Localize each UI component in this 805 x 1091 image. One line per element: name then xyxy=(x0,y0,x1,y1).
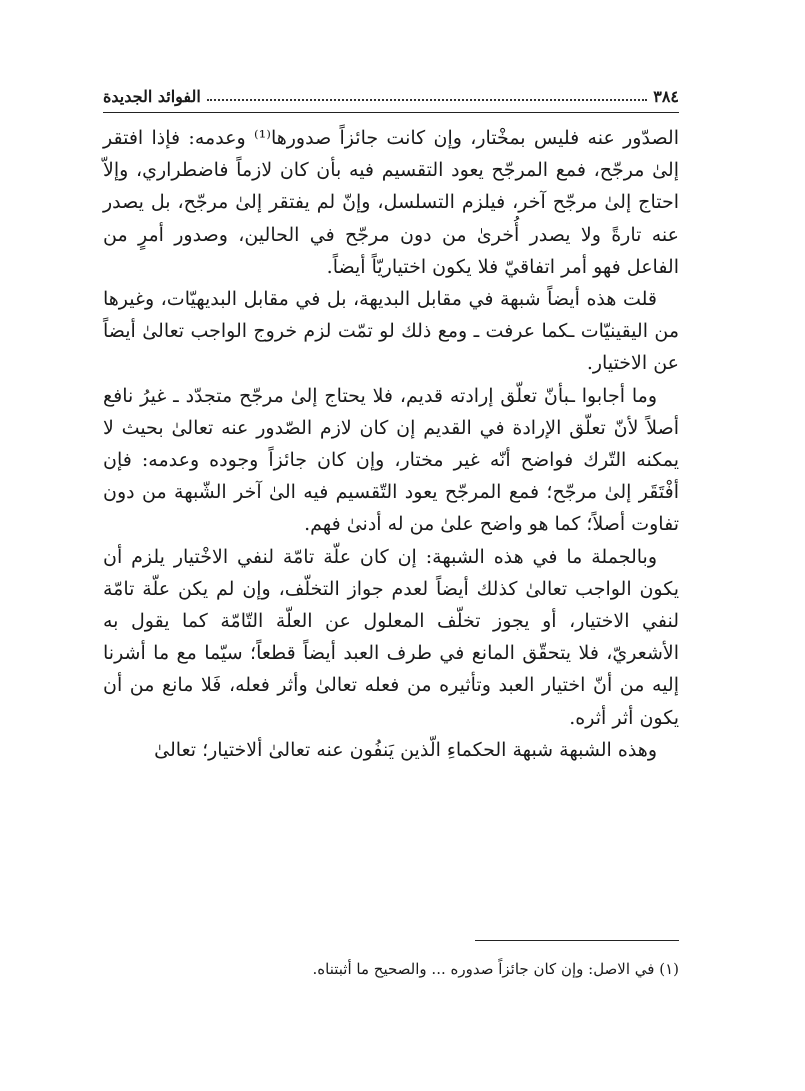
page-number: ٣٨٤ xyxy=(653,86,679,106)
header-rule xyxy=(103,112,679,113)
running-header xyxy=(103,84,679,108)
footnote: (١) في الاصل: وإن كان جائزاً صدوره ... والصحيح ما أثبتناه. xyxy=(312,960,679,978)
paragraph: وبالجملة ما في هذه الشبهة: إن كان علّة تامّة لنفي الاخْتيار يلزم أن يكون الواجب تعالىٰ كذلك أيضاً لعدم جواز التخلّف، وإن لم يكن علّة تامّة لنفي الاختيار، أو يجوز تخلّف المعلول عن العلّة التّامّة كما يقول به الأشعريّ، فلا يتحقّق المانع في طرف العبد أيضاً قطعاً؛ سيّما مع ما أشرنا إليه من أنّ اختيار العبد وتأثيره من فعله تعالىٰ وأثر فعله، فَلا مانع من أن يكون أثر أثره. xyxy=(103,545,679,729)
header-dot-leader xyxy=(207,99,647,101)
paragraph: الصدّور عنه فليس بمخْتار، وإن كانت جائزاً صدورها⁽¹⁾ وعدمه: فإذا افتقر إلىٰ مرجّح، فمع المرجّح يعود التقسيم فيه بأن كان لازماً فاضطراري، وإلاّ احتاج إلىٰ مرجّح آخر، فيلزم التسلسل، وإنّ لم يفتقر إلىٰ مرجّح، بل يصدر عنه تارةً ولا يصدر أُخرىٰ من دون مرجّح في الحالين، وصدور أمرٍ من الفاعل فهو أمر اتفاقيّ فلا يكون اختياريّاً أيضاً. xyxy=(103,127,679,278)
body-text xyxy=(103,122,679,766)
footnote-rule xyxy=(475,940,679,941)
paragraph: وهذه الشبهة شبهة الحكماءِ الّذين يَنفُون عنه تعالىٰ ألاختيار؛ تعالىٰ xyxy=(154,738,657,761)
paragraph: وما أجابوا ـبأنّ تعلّق إرادته قديم، فلا يحتاج إلىٰ مرجّح متجدّد ـ غيرُ نافع أصلاً لأنّ تعلّق الإرادة في القديم إن كان لازم الصّدور عنه تعالىٰ بحيث لا يمكنه التّرك فواضح أنّه غير مختار، وإن كان جائزاً وجوده وعدمه: فإن أفْتَقَر إلىٰ مرجّح؛ فمع المرجّح يعود التّقسيم فيه الىٰ آخر الشّبهة من دون تفاوت أصلاً؛ كما هو واضح علىٰ من له أدنىٰ فهم. xyxy=(103,384,679,536)
paragraph: قلت هذه أيضاً شبهة في مقابل البديهة، بل في مقابل البديهيّات، وغيرها من اليقينيّات ـكما عرفت ـ ومع ذلك لو تمّت لزم خروج الواجب تعالىٰ أيضاً عن الاختيار. xyxy=(103,288,679,375)
running-title: الفوائد الجديدة xyxy=(103,86,201,106)
